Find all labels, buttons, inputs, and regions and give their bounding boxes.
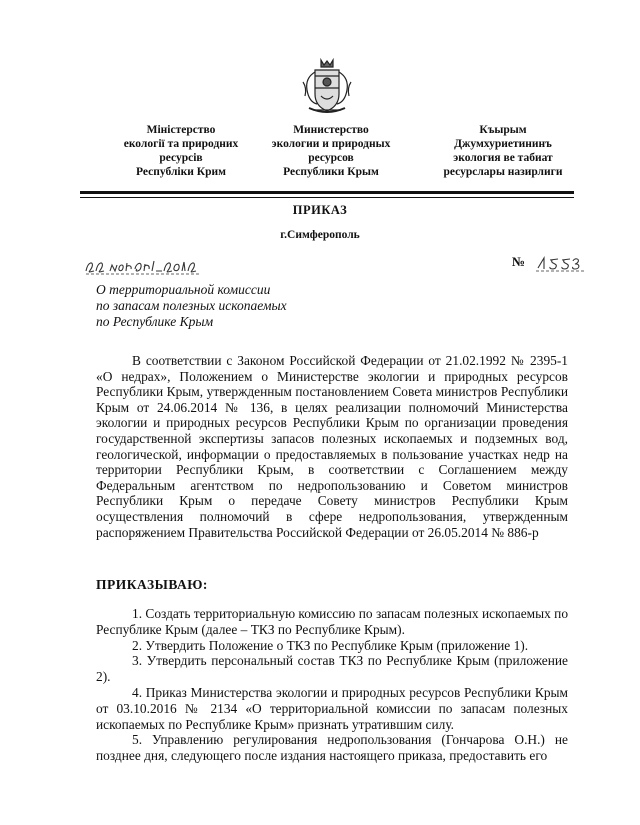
subject-line: по Республике Крым [96,314,214,329]
dept-line: екології та природних [123,138,239,150]
subject-line: по запасам полезных ископаемых [96,298,287,313]
order-items [96,606,568,764]
order-item: 5. Управлению регулирования недропользования (Гончарова О.Н.) не позднее дня, следующего после издания настоящего приказа, предоставить его [96,732,568,764]
dept-line: ресурсів [159,152,203,164]
dept-line: ресурсов [308,152,354,164]
coat-of-arms-icon [299,58,355,116]
order-item: 3. Утвердить персональный состав ТКЗ по Республике Крым (приложение 2). [96,653,568,685]
issue-city: г.Симферополь [280,229,360,241]
dept-line: Къырым [479,124,527,136]
subject-line: О территориальной комиссии [96,282,271,297]
dept-line: экологии и природных [271,138,391,150]
dept-line: Республіки Крим [136,166,226,178]
decree-heading: ПРИКАЗЫВАЮ: [96,577,208,592]
subject-heading [96,282,287,330]
ministry-name-ukrainian [96,123,266,179]
number-label: № [512,254,526,269]
header-divider-thick [80,191,574,194]
dept-line: Джумхуриетининъ [454,138,552,150]
handwritten-date [84,255,204,277]
dept-line: экология ве табиат [453,152,553,164]
dept-line: Міністерство [146,124,216,136]
ministry-name-crimean-tatar [410,123,596,179]
order-item: 4. Приказ Министерства экологии и природных ресурсов Республики Крым от 03.10.2016 № 2134 «О территориальной комиссии по запасам полезных ископаемых по Республике Крым» признать утратившим силу. [96,684,568,732]
order-item: 2. Утвердить Положение о ТКЗ по Республике Крым (приложение 1). [132,637,529,653]
handwritten-number [534,252,586,274]
ministry-name-russian [246,123,416,179]
preamble-paragraph: В соответствии с Законом Российской Федерации от 21.02.1992 № 2395-1 «О недрах», Положением о Министерстве экологии и природных ресурсов Республики Крым, утвержденным постановлением Совета министров Республики Крым от 24.06.2014 № 136, в целях реализации полномочий Министерства экологии и природных ресурсов Республики Крым по организации проведения государственной экспертизы запасов полезных ископаемых и подземных вод, геологической, информации о предоставляемых в пользование участках недр на территории Республики Крым, в соответствии с Соглашением между Федеральным агентством по недропользованию и Советом министров Республики Крым о передаче Совету министров Республики Крым осуществления полномочий в сфере недропользования, утвержденным распоряжением Правительства Российской Федерации от 26.05.2014 № 886-р [96,353,568,540]
dept-line: ресурслары назирлиги [443,166,563,178]
header-divider-thin [80,197,574,198]
document-type: ПРИКАЗ [292,203,348,217]
dept-line: Республики Крым [283,166,379,178]
dept-line: Министерство [293,124,369,136]
order-item: 1. Создать территориальную комиссию по запасам полезных ископаемых по Республике Крым (далее – ТКЗ по Республике Крым). [96,606,569,637]
